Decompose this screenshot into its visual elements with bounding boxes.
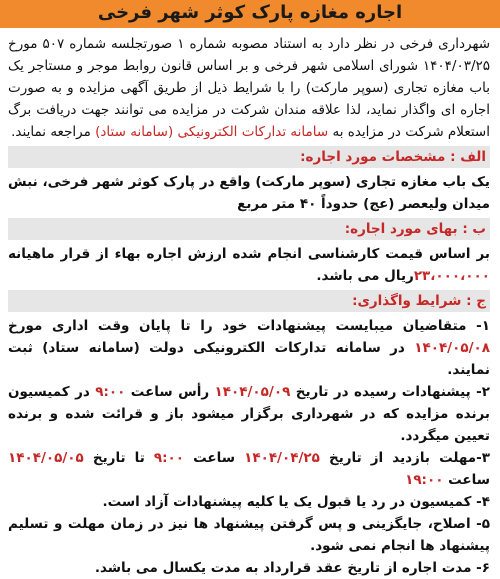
section-label: مشخصات مورد اجاره: (300, 149, 446, 165)
condition-text: در کمیسیون برنده مزایده که در شهرداری برگزار میشود باز و قرائت شده و برنده تعیین میگردد. (8, 384, 490, 444)
rent-text-end: ریال می باشد. (316, 268, 414, 284)
condition-text: ۳-مهلت بازدید از تاریخ (319, 450, 490, 466)
setad-system-link-text: سامانه تدارکات الکترونیکی (سامانه ستاد) (95, 124, 329, 140)
condition-item-1 (8, 315, 490, 381)
condition-text: رأس ساعت (125, 384, 215, 400)
condition-text: ساعت (443, 472, 490, 488)
intro-text-end: مراجعه نمایند. (11, 124, 91, 140)
section-label: بهای مورد اجاره: (344, 221, 458, 237)
condition-text: در سامانه تدارکات الکترونیکی دولت (سامانه ستاد) ثبت نمایند. (8, 340, 490, 378)
intro-text: شهرداری فرخی در نظر دارد به استناد مصوبه شماره ۱ صورتجلسه شماره ۵۰۷ مورخ ۱۴۰۴/۰۳/۲۵ شورای اسلامی شهر فرخی و بر اساس قانون روابط موجر و مستاجر یک باب مغازه تجاری (سوپر مارکت) را با شرایط ذیل از طریق آگهی مزایده و به صورت اجاره ای واگذار نماید، لذا علاقه مندان شرکت در مزایده می توانند جهت دریافت برگ استعلام شرکت در مزایده به (8, 36, 491, 140)
condition-time: ۹:۰۰ (153, 450, 185, 466)
condition-item-2 (8, 381, 490, 447)
condition-date: ۱۴۰۴/۰۵/۰۹ (214, 384, 291, 400)
section-label: شرایط واگذاری: (352, 293, 462, 309)
rent-amount: ۲۳،۰۰۰،۰۰۰ (413, 268, 490, 284)
condition-time: ۱۹:۰۰ (405, 472, 444, 488)
condition-text: ۲- پیشنهادات رسیده در تاریخ (290, 384, 490, 400)
page-title: اجاره مغازه پارک کوثر شهر فرخی (97, 2, 403, 23)
condition-time: ۹:۰۰ (95, 384, 126, 400)
property-specs: یک باب مغازه تجاری (سوپر مارکت) واقع در پارک کوثر شهر فرخی، نبش میدان ولیعصر (عج) حدوداً ۴۰ متر مربع (8, 174, 490, 212)
condition-item-4: ۴- کمیسیون در رد یا قبول یک یا کلیه پیشنهادات آزاد است. (102, 494, 490, 510)
section-letter: الف : (450, 149, 486, 165)
condition-item-3 (8, 447, 490, 491)
announcement-body (8, 33, 490, 579)
condition-item-6: ۶- مدت اجاره از تاریخ عقد قرارداد به مدت یکسال می باشد. (94, 560, 490, 576)
condition-date: ۱۴۰۴/۰۴/۲۵ (244, 450, 320, 466)
condition-text: ساعت (184, 450, 245, 466)
condition-date: ۱۴۰۴/۰۵/۰۸ (414, 340, 490, 356)
condition-date: ۱۴۰۴/۰۵/۰۵ (8, 450, 84, 466)
condition-item-5: ۵- اصلاح، جایگزینی و پس گرفتن پیشنهاد ها نیز در زمان مهلت و تسلیم پیشنهاد ها انجام نمی شود. (8, 516, 490, 554)
intro-paragraph (8, 33, 490, 143)
condition-text: ۱- متقاضیان میبایست پیشنهادات خود را تا پایان وقت اداری مورخ (8, 318, 490, 334)
rent-text: بر اساس قیمت کارشناسی انجام شده ارزش اجاره بهاء از قرار ماهیانه (8, 246, 490, 262)
title-banner (0, 0, 500, 28)
rent-price (8, 243, 490, 287)
condition-text: تا تاریخ (83, 450, 154, 466)
section-heading-jim (8, 290, 490, 312)
section-heading-be (8, 218, 490, 240)
section-letter: ج : (466, 293, 486, 309)
section-letter: ب : (462, 221, 486, 237)
section-heading-alef (8, 146, 490, 168)
